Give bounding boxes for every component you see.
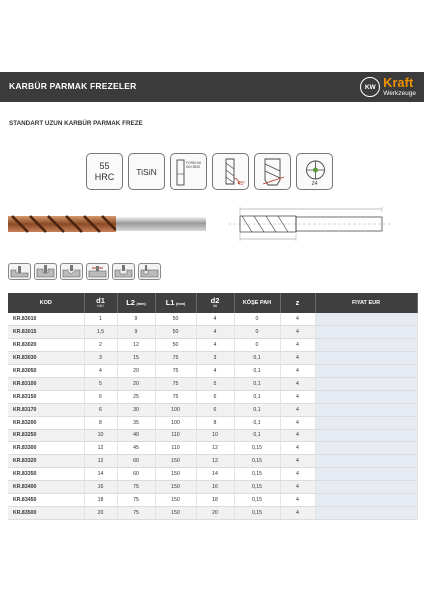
cell-price [315,493,417,506]
table-row [8,481,417,494]
cell-d2: 12 [196,442,234,455]
cell-price [315,481,417,494]
page-title: KARBÜR PARMAK FREZELER [9,81,137,91]
table-row [8,442,417,455]
header-bar [0,72,424,102]
table-row [8,313,417,326]
cell-z: 4 [280,377,315,390]
cell-chamfer: 0,15 [234,481,280,494]
cell-code: KR.83500 [8,506,84,519]
cell-d2: 6 [196,403,234,416]
table-header-row [8,293,417,313]
l1-label: L1 [165,297,175,307]
cell-l2: 60 [117,468,155,481]
cell-l1: 75 [155,352,196,365]
logo-badge: KW [360,77,380,97]
cell-z: 4 [280,455,315,468]
cell-l1: 110 [155,429,196,442]
cell-z: 4 [280,339,315,352]
cell-chamfer: 0,1 [234,365,280,378]
cell-d2: 20 [196,506,234,519]
cell-code: KR.83015 [8,326,84,339]
face-milling-icon [112,263,135,280]
cell-d1: 8 [84,416,117,429]
table-row [8,377,417,390]
cell-chamfer: 0 [234,313,280,326]
cell-price [315,506,417,519]
table-row [8,403,417,416]
cell-d2: 18 [196,493,234,506]
cell-l1: 75 [155,365,196,378]
cell-z: 4 [280,365,315,378]
cell-d1: 6 [84,390,117,403]
cell-l1: 110 [155,442,196,455]
table-row [8,339,417,352]
cell-l2: 60 [117,455,155,468]
cell-l2: 75 [117,481,155,494]
cell-chamfer: 0,1 [234,352,280,365]
cell-d2: 4 [196,365,234,378]
cell-l1: 75 [155,390,196,403]
cell-l2: 40 [117,429,155,442]
cell-l2: 15 [117,352,155,365]
slot-milling-icon [34,263,57,280]
cell-price [315,455,417,468]
logo-brand: Kraft [383,76,414,90]
end-mill-photo [8,213,208,235]
end-geometry-icon [254,153,291,190]
cell-price [315,365,417,378]
col-header-d1 [84,293,117,313]
plunge-milling-icon [138,263,161,280]
cell-code: KR.83450 [8,493,84,506]
cell-d1: 14 [84,468,117,481]
cell-l2: 20 [117,377,155,390]
cell-l1: 150 [155,481,196,494]
form-label: FORM HA DIN 6535 [186,161,202,169]
cell-chamfer: 0,1 [234,429,280,442]
flute-count-icon [296,153,333,190]
cell-l1: 150 [155,455,196,468]
cell-d1: 4 [84,365,117,378]
cell-code: KR.83100 [8,377,84,390]
cell-chamfer: 0 [234,339,280,352]
cell-d2: 4 [196,339,234,352]
cell-d2: 14 [196,468,234,481]
cell-d1: 20 [84,506,117,519]
cell-z: 4 [280,326,315,339]
cell-d1: 5 [84,377,117,390]
helix-angle-icon [212,153,249,190]
cell-code: KR.83010 [8,313,84,326]
hardness-unit: HRC [94,171,115,182]
cell-code: KR.83300 [8,442,84,455]
cell-d1: 12 [84,442,117,455]
cell-z: 4 [280,481,315,494]
ramping-icon [86,263,109,280]
shank-form-icon [170,153,207,190]
cell-l2: 9 [117,313,155,326]
l1-unit: (mm) [176,301,186,306]
cell-price [315,339,417,352]
cell-z: 4 [280,468,315,481]
brand-logo [360,75,416,99]
cell-l2: 45 [117,442,155,455]
col-header-price: FIYAT EUR [315,293,417,313]
col-header-code: KOD [8,293,84,313]
hardness-value: 55 [99,161,110,172]
cell-code: KR.83200 [8,416,84,429]
cell-z: 4 [280,416,315,429]
table-row [8,493,417,506]
cell-code: KR.83400 [8,481,84,494]
cell-d1: 10 [84,429,117,442]
cell-l1: 50 [155,326,196,339]
cell-chamfer: 0,1 [234,390,280,403]
cell-d2: 8 [196,416,234,429]
technical-drawing [228,204,393,244]
cell-z: 4 [280,313,315,326]
section-subtitle: STANDART UZUN KARBÜR PARMAK FREZE [9,120,143,127]
cell-l2: 75 [117,493,155,506]
cell-d1: 18 [84,493,117,506]
cell-z: 4 [280,506,315,519]
cell-l1: 50 [155,339,196,352]
cell-code: KR.83050 [8,365,84,378]
cell-chamfer: 0,1 [234,377,280,390]
col-header-l1 [155,293,196,313]
col-header-l2 [117,293,155,313]
feature-icons [86,153,333,190]
cell-code: KR.83350 [8,468,84,481]
cell-z: 4 [280,493,315,506]
application-icons [8,263,161,280]
cell-l1: 50 [155,313,196,326]
cell-z: 4 [280,352,315,365]
cell-price [315,442,417,455]
coating-icon [128,153,165,190]
cell-l1: 150 [155,506,196,519]
cell-d2: 3 [196,352,234,365]
table-row [8,352,417,365]
cell-l2: 75 [117,506,155,519]
cell-l2: 35 [117,416,155,429]
table-row [8,506,417,519]
cell-chamfer: 0,1 [234,416,280,429]
cell-d2: 4 [196,313,234,326]
cell-code: KR.83150 [8,390,84,403]
table-row [8,468,417,481]
cell-l1: 150 [155,468,196,481]
cell-price [315,403,417,416]
table-row [8,416,417,429]
d1-tolerance: h10 [97,304,104,309]
cell-d1: 1,5 [84,326,117,339]
col-header-z [280,293,315,313]
cell-d1: 16 [84,481,117,494]
cell-chamfer: 0,15 [234,468,280,481]
cell-code: KR.83320 [8,455,84,468]
cell-code: KR.83030 [8,352,84,365]
col-header-chamfer: KÖŞE PAH [234,293,280,313]
d1-label: d1 [96,295,105,305]
logo-subtext: Werkzeuge [383,89,416,97]
cell-z: 4 [280,390,315,403]
cell-l1: 100 [155,416,196,429]
cell-l1: 75 [155,377,196,390]
cell-price [315,313,417,326]
table-row [8,455,417,468]
cell-d2: 6 [196,390,234,403]
cell-l2: 20 [117,365,155,378]
cell-l1: 150 [155,493,196,506]
cell-d2: 5 [196,377,234,390]
table-row [8,365,417,378]
cell-chamfer: 0,15 [234,506,280,519]
flute-count-label: Z4 [311,181,318,187]
cell-l2: 9 [117,326,155,339]
cell-l2: 30 [117,403,155,416]
cell-chamfer: 0,15 [234,442,280,455]
cell-d1: 12 [84,455,117,468]
d2-tolerance: h6 [213,304,217,309]
table-row [8,390,417,403]
cell-z: 4 [280,403,315,416]
cell-code: KR.83250 [8,429,84,442]
cell-d1: 2 [84,339,117,352]
cell-code: KR.83170 [8,403,84,416]
helix-angle-label: 45° [237,181,245,187]
cell-price [315,468,417,481]
cell-chamfer: 0,15 [234,455,280,468]
cell-d2: 4 [196,326,234,339]
spec-table [8,293,418,520]
cell-price [315,429,417,442]
cell-price [315,377,417,390]
l2-label: L2 [126,297,135,307]
cell-l2: 12 [117,339,155,352]
cell-d1: 6 [84,403,117,416]
cell-l1: 100 [155,403,196,416]
side-milling-icon [8,263,31,280]
table-row [8,429,417,442]
d2-label: d2 [210,295,220,305]
table-row [8,326,417,339]
cell-price [315,326,417,339]
cell-price [315,416,417,429]
cell-d1: 1 [84,313,117,326]
cell-d2: 10 [196,429,234,442]
cell-code: KR.83020 [8,339,84,352]
cell-chamfer: 0,15 [234,493,280,506]
col-header-d2 [196,293,234,313]
cell-d1: 3 [84,352,117,365]
cell-z: 4 [280,442,315,455]
cell-chamfer: 0 [234,326,280,339]
cell-z: 4 [280,429,315,442]
cell-d2: 16 [196,481,234,494]
l2-unit: (mm) [136,301,146,306]
cell-price [315,352,417,365]
cell-d2: 12 [196,455,234,468]
cell-chamfer: 0,1 [234,403,280,416]
z-label: z [295,297,300,307]
cell-price [315,390,417,403]
cell-l2: 25 [117,390,155,403]
hardness-icon [86,153,123,190]
pocket-milling-icon [60,263,83,280]
coating-label: TiSiN [136,166,157,177]
